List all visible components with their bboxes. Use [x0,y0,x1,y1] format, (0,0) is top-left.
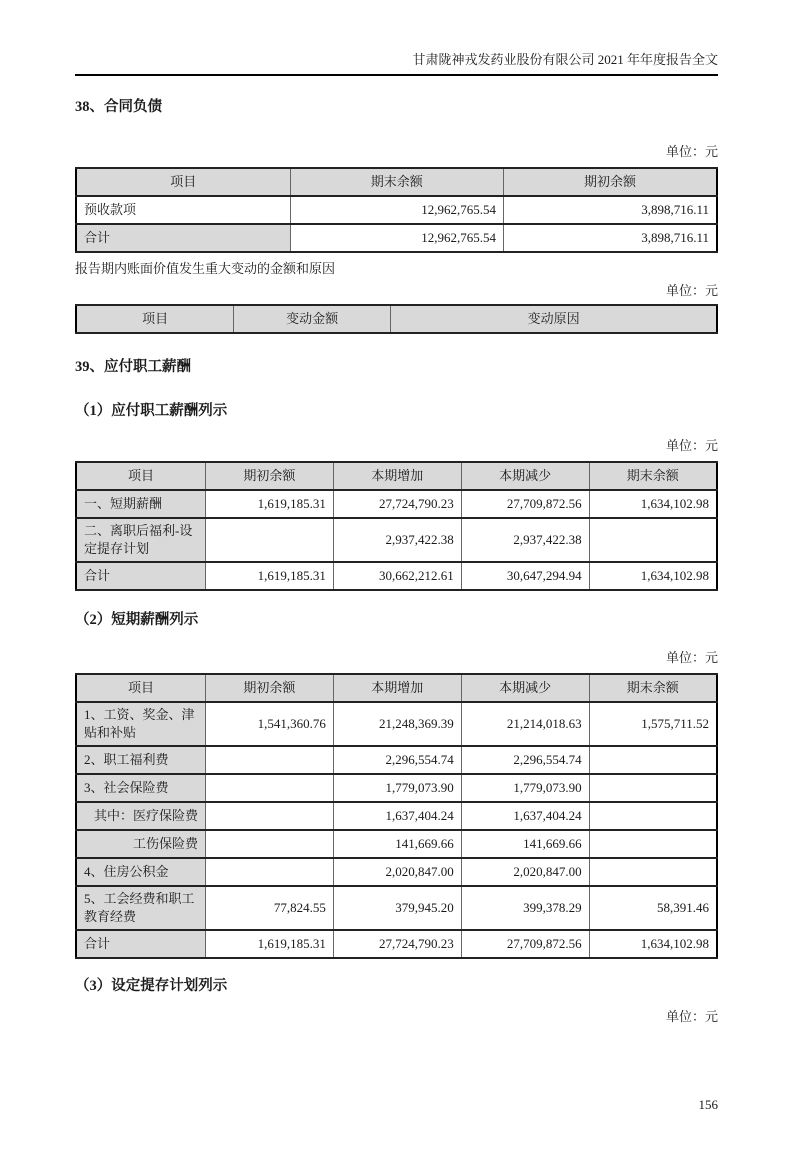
table-header-row [76,305,717,333]
short-term-comp-table [75,673,718,959]
value-cell: 12,962,765.54 [290,196,503,224]
value-cell: 77,824.55 [205,886,333,930]
column-header: 期初余额 [205,462,333,490]
table-row [76,774,717,802]
value-cell: 2,020,847.00 [333,858,461,886]
unit-label: 单位：元 [665,144,718,159]
value-cell: 2,020,847.00 [461,858,589,886]
value-cell: 1,779,073.90 [333,774,461,802]
table-row [76,702,717,746]
value-cell [589,802,717,830]
column-header: 本期减少 [461,462,589,490]
row-label-cell: 其中：医疗保险费 [76,802,205,830]
column-header: 期末余额 [290,168,503,196]
table-row [76,224,717,252]
value-cell: 27,709,872.56 [461,490,589,518]
column-header: 期末余额 [589,674,717,702]
value-cell [205,746,333,774]
value-cell: 1,634,102.98 [589,930,717,958]
table-row [76,490,717,518]
value-cell: 2,296,554.74 [333,746,461,774]
table-header-row [76,674,717,702]
row-label-cell: 合计 [76,562,205,590]
value-cell: 1,619,185.31 [205,562,333,590]
value-cell: 379,945.20 [333,886,461,930]
value-cell: 3,898,716.11 [504,196,717,224]
row-label-cell: 预收款项 [76,196,290,224]
section-38-heading: 38、合同负债 [75,99,162,115]
value-cell: 27,724,790.23 [333,490,461,518]
row-label-cell: 一、短期薪酬 [76,490,205,518]
table-header-row [76,462,717,490]
value-cell [589,518,717,562]
value-cell: 399,378.29 [461,886,589,930]
table-row [76,858,717,886]
value-cell: 141,669.66 [461,830,589,858]
section-39-2-heading: （2）短期薪酬列示 [75,612,199,628]
page-number: 156 [698,1097,718,1112]
row-label-cell: 2、职工福利费 [76,746,205,774]
value-cell: 1,619,185.31 [205,930,333,958]
value-cell: 21,248,369.39 [333,702,461,746]
value-cell [589,830,717,858]
value-cell: 2,937,422.38 [461,518,589,562]
row-label-cell: 工伤保险费 [76,830,205,858]
column-header: 项目 [76,674,205,702]
column-header: 本期减少 [461,674,589,702]
section-39-1-heading: （1）应付职工薪酬列示 [75,403,228,419]
contract-liabilities-table [75,167,718,253]
section-39-heading: 39、应付职工薪酬 [75,359,191,375]
table-row [76,830,717,858]
table-row [76,562,717,590]
change-reasons-table [75,304,718,334]
table-row [76,930,717,958]
value-cell: 1,779,073.90 [461,774,589,802]
value-cell: 27,724,790.23 [333,930,461,958]
column-header: 项目 [76,305,234,333]
column-header: 期初余额 [205,674,333,702]
value-cell: 141,669.66 [333,830,461,858]
value-cell: 2,296,554.74 [461,746,589,774]
change-note-text: 报告期内账面价值发生重大变动的金额和原因 [75,261,336,276]
value-cell: 58,391.46 [589,886,717,930]
value-cell: 21,214,018.63 [461,702,589,746]
value-cell: 1,575,711.52 [589,702,717,746]
value-cell [589,858,717,886]
table-row [76,802,717,830]
column-header: 本期增加 [333,462,461,490]
value-cell [589,774,717,802]
unit-label: 单位：元 [665,283,718,298]
value-cell: 1,619,185.31 [205,490,333,518]
column-header: 项目 [76,462,205,490]
row-label-cell: 5、工会经费和职工教育经费 [76,886,205,930]
value-cell: 1,634,102.98 [589,490,717,518]
value-cell [205,830,333,858]
row-label-cell: 4、住房公积金 [76,858,205,886]
table-row [76,196,717,224]
value-cell [205,518,333,562]
value-cell [205,802,333,830]
column-header: 变动原因 [391,305,717,333]
column-header: 本期增加 [333,674,461,702]
row-label-cell: 合计 [76,224,290,252]
value-cell: 1,541,360.76 [205,702,333,746]
row-label-cell: 二、离职后福利-设定提存计划 [76,518,205,562]
document-header-title: 甘肃陇神戎发药业股份有限公司 2021 年年度报告全文 [75,52,718,76]
column-header: 期初余额 [504,168,717,196]
value-cell: 30,662,212.61 [333,562,461,590]
column-header: 项目 [76,168,290,196]
value-cell [205,774,333,802]
value-cell: 1,637,404.24 [461,802,589,830]
section-39-3-heading: （3）设定提存计划列示 [75,978,228,994]
unit-label: 单位：元 [665,1009,718,1024]
report-page [0,52,793,1174]
value-cell: 27,709,872.56 [461,930,589,958]
column-header: 变动金额 [234,305,391,333]
value-cell: 1,634,102.98 [589,562,717,590]
value-cell: 30,647,294.94 [461,562,589,590]
column-header: 期末余额 [589,462,717,490]
row-label-cell: 1、工资、奖金、津贴和补贴 [76,702,205,746]
value-cell: 12,962,765.54 [290,224,503,252]
value-cell: 2,937,422.38 [333,518,461,562]
table-row [76,518,717,562]
unit-label: 单位：元 [665,650,718,665]
unit-label: 单位：元 [665,438,718,453]
row-label-cell: 合计 [76,930,205,958]
table-row [76,886,717,930]
table-row [76,746,717,774]
table-header-row [76,168,717,196]
value-cell [205,858,333,886]
value-cell: 3,898,716.11 [504,224,717,252]
value-cell: 1,637,404.24 [333,802,461,830]
value-cell [589,746,717,774]
row-label-cell: 3、社会保险费 [76,774,205,802]
employee-comp-summary-table [75,461,718,591]
